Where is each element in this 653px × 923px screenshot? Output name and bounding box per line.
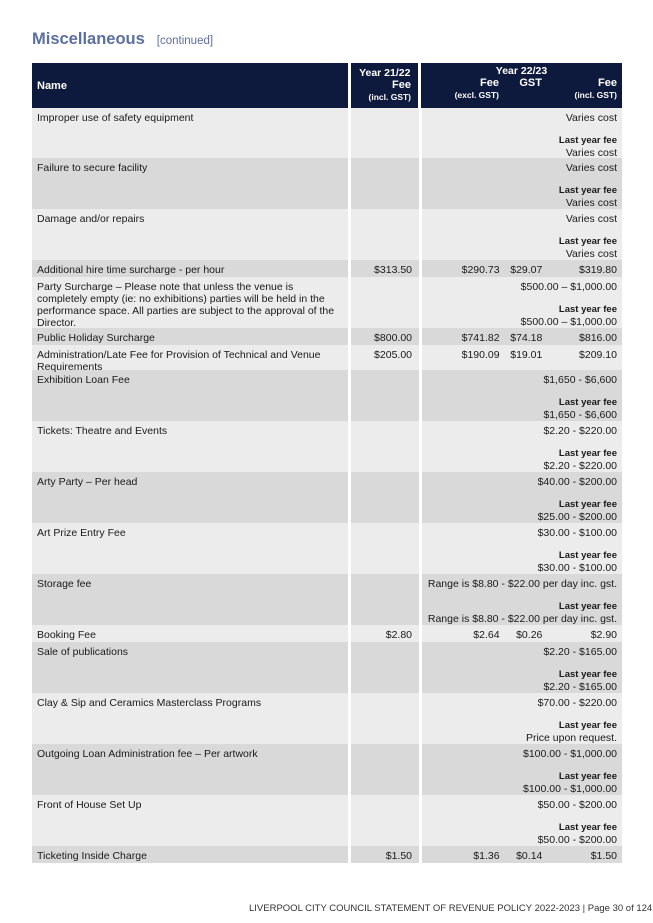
fee-excl-cell: $741.82: [461, 332, 500, 344]
fee-range: [422, 277, 622, 328]
last-year-fee: Range is $8.80 - $22.00 per day inc. gst.: [427, 613, 617, 625]
current-fee: Varies cost: [565, 112, 617, 124]
last-year-label: Last year fee: [558, 669, 617, 680]
gst-cell: $0.14: [516, 850, 543, 862]
last-year-label: Last year fee: [558, 397, 617, 408]
last-year-fee: $500.00 – $1,000.00: [520, 316, 617, 328]
table-row: [32, 158, 622, 209]
fee-incl-cell: $319.80: [579, 264, 617, 276]
fee-excl-cell: $190.09: [461, 349, 500, 361]
table-row: [32, 260, 622, 277]
last-year-label: Last year fee: [558, 304, 617, 315]
table-body: [32, 108, 622, 863]
table-row: [32, 642, 622, 693]
table-row: [32, 625, 622, 642]
gst-header: GST: [519, 77, 542, 89]
current-fee: $50.00 - $200.00: [537, 799, 617, 811]
fee-prev-cell: $205.00: [374, 349, 413, 361]
last-year-fee: Varies cost: [565, 248, 617, 260]
fee-incl-cell: $1.50: [590, 850, 617, 862]
last-year-fee: $30.00 - $100.00: [537, 562, 617, 574]
fee-range: [422, 795, 622, 846]
table-row: [32, 693, 622, 744]
table-row: [32, 744, 622, 795]
fee-range: [422, 209, 622, 260]
current-fee: $2.20 - $220.00: [543, 425, 617, 437]
col-curr-header: [421, 63, 622, 108]
current-fee: Varies cost: [565, 162, 617, 174]
table-header: [32, 63, 622, 108]
fee-range: [422, 370, 622, 421]
row-name: Tickets: Theatre and Events: [37, 425, 168, 437]
table-row: [32, 370, 622, 421]
current-fee: $500.00 – $1,000.00: [520, 281, 617, 293]
fee-range: [422, 158, 622, 209]
fee-range: [422, 421, 622, 472]
table-row: [32, 795, 622, 846]
page-heading: [32, 30, 213, 49]
last-year-fee: $100.00 - $1,000.00: [523, 783, 617, 795]
gst-cell: $29.07: [510, 264, 543, 276]
last-year-fee: $1,650 - $6,600: [543, 409, 617, 421]
fee-incl-cell: $209.10: [579, 349, 617, 361]
last-year-label: Last year fee: [558, 822, 617, 833]
table-row: [32, 421, 622, 472]
last-year-fee: Price upon request.: [525, 732, 617, 744]
fee-prev-label: Fee: [392, 79, 412, 91]
current-fee: Range is $8.80 - $22.00 per day inc. gst.: [427, 578, 617, 590]
fee-excl-header: Fee (excl. GST): [454, 77, 499, 100]
table-row: [32, 209, 622, 260]
section-title: Miscellaneous: [32, 30, 145, 48]
last-year-fee: $50.00 - $200.00: [537, 834, 617, 846]
row-name: Art Prize Entry Fee: [37, 527, 126, 539]
row-name: Ticketing Inside Charge: [37, 850, 147, 862]
fee-range: [422, 642, 622, 693]
row-name: Public Holiday Surcharge: [37, 332, 155, 344]
gst-cell: $74.18: [510, 332, 543, 344]
continued-label: [continued]: [156, 35, 214, 47]
page-footer: LIVERPOOL CITY COUNCIL STATEMENT OF REVENUE POLICY 2022-2023 | Page 30 of 124: [249, 903, 653, 914]
last-year-label: Last year fee: [558, 720, 617, 731]
current-fee: $40.00 - $200.00: [537, 476, 617, 488]
fee-range: [422, 472, 622, 523]
row-name: Party Surcharge – Please note that unless the venue is completely empty (ie: no exhibitions) parties will be held in the performance space. All parties are subject to the approval of the Director.: [37, 281, 335, 329]
row-name: Storage fee: [37, 578, 92, 590]
year-curr-label: Year 22/23: [495, 65, 548, 77]
fee-incl-cell: $2.90: [590, 629, 617, 641]
fees-table: [32, 63, 622, 863]
current-fee: $100.00 - $1,000.00: [523, 748, 617, 760]
last-year-label: Last year fee: [558, 448, 617, 459]
last-year-label: Last year fee: [558, 236, 617, 247]
last-year-label: Last year fee: [558, 499, 617, 510]
fee-prev-cell: $1.50: [385, 850, 413, 862]
table-row: [32, 472, 622, 523]
row-name: Failure to secure facility: [37, 162, 148, 174]
fee-excl-cell: $1.36: [473, 850, 500, 862]
last-year-label: Last year fee: [558, 185, 617, 196]
row-name: Damage and/or repairs: [37, 213, 145, 225]
row-name: Front of House Set Up: [37, 799, 142, 811]
last-year-label: Last year fee: [558, 135, 617, 146]
gst-cell: $19.01: [510, 349, 543, 361]
fee-range: [422, 574, 622, 625]
fee-range: [422, 744, 622, 795]
fee-range: [422, 523, 622, 574]
fee-prev-cell: $800.00: [374, 332, 413, 344]
fee-prev-sub: (incl. GST): [368, 92, 412, 102]
table-row: [32, 345, 622, 373]
fee-incl-header: Fee (incl. GST): [574, 77, 617, 100]
fee-excl-cell: $290.73: [461, 264, 500, 276]
fee-excl-cell: $2.64: [473, 629, 500, 641]
row-name: Additional hire time surcharge - per hour: [37, 264, 225, 276]
fee-incl-cell: $816.00: [579, 332, 617, 344]
current-fee: $30.00 - $100.00: [537, 527, 617, 539]
fee-prev-cell: $313.50: [374, 264, 413, 276]
table-row: [32, 328, 622, 345]
row-name: Improper use of safety equipment: [37, 112, 194, 124]
last-year-label: Last year fee: [558, 771, 617, 782]
table-row: [32, 108, 622, 158]
last-year-fee: Varies cost: [565, 147, 617, 159]
current-fee: Varies cost: [565, 213, 617, 225]
table-row: [32, 523, 622, 574]
fee-prev-cell: $2.80: [385, 629, 413, 641]
col-name-header: Name: [37, 80, 67, 92]
table-row: [32, 846, 622, 863]
row-name: Arty Party – Per head: [37, 476, 138, 488]
row-name: Administration/Late Fee for Provision of Technical and Venue Requirements: [37, 349, 321, 373]
last-year-label: Last year fee: [558, 550, 617, 561]
year-prev-label: Year 21/22: [359, 67, 411, 79]
gst-cell: $0.26: [516, 629, 543, 641]
current-fee: $2.20 - $165.00: [543, 646, 617, 658]
current-fee: $70.00 - $220.00: [537, 697, 617, 709]
row-name: Exhibition Loan Fee: [37, 374, 130, 386]
row-name: Sale of publications: [37, 646, 129, 658]
row-name: Booking Fee: [37, 629, 96, 641]
fee-range: [422, 108, 622, 158]
row-name: Clay & Sip and Ceramics Masterclass Programs: [37, 697, 262, 709]
last-year-fee: Varies cost: [565, 197, 617, 209]
fee-range: [422, 693, 622, 744]
last-year-fee: $25.00 - $200.00: [537, 511, 617, 523]
table-row: [32, 574, 622, 625]
last-year-fee: $2.20 - $220.00: [543, 460, 617, 472]
current-fee: $1,650 - $6,600: [543, 374, 617, 386]
row-name: Outgoing Loan Administration fee – Per artwork: [37, 748, 258, 760]
last-year-label: Last year fee: [558, 601, 617, 612]
col-prev-header: [351, 63, 419, 108]
table-row: [32, 277, 622, 328]
last-year-fee: $2.20 - $165.00: [543, 681, 617, 693]
